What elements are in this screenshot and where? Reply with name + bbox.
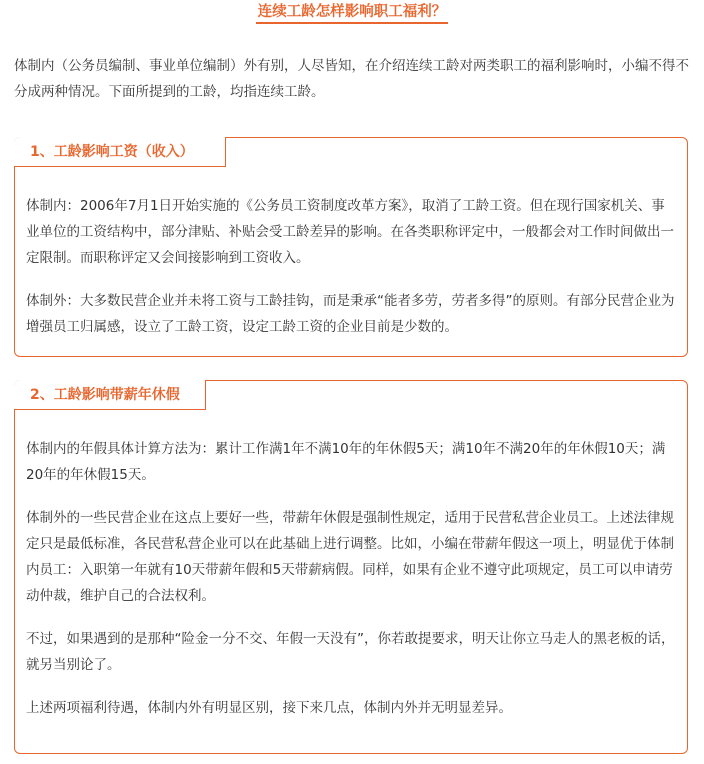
intro-paragraph: 体制内（公务员编制、事业单位编制）外有别，人尽皆知，在介绍连续工龄对两类职工的福利影响时，小编不得不分成两种情况。下面所提到的工龄，均指连续工龄。 bbox=[14, 58, 689, 100]
article-title-wrap bbox=[0, 0, 704, 24]
paragraph-inside-system: 体制内：2006年7月1日开始实施的《公务员工资制度改革方案》，取消了工龄工资。但在现行国家机关、事业单位的工资结构中，部分津贴、补贴会受工龄差异的影响。在各类职称评定中，一般都会对工作时间做出一定限制。而职称评定又会间接影响到工资收入。 bbox=[26, 198, 674, 266]
section-heading: 2、工龄影响带薪年休假 bbox=[14, 380, 206, 410]
paragraph-summary: 上述两项福利待遇，体制内外有明显区别，接下来几点，体制内外并无明显差异。 bbox=[26, 700, 512, 716]
paragraph-outside-system: 体制外的一些民营企业在这点上要好一些，带薪年休假是强制性规定，适用于民营私营企业员工。上述法律规定只是最低标准，各民营私营企业可以在此基础上进行调整。比如，小编在带薪年假这一项上，明显优于体制内员工：入职第一年就有10天带薪年假和5天带薪病假。同样，如果有企业不遵守此项规定，员工可以申请劳动仲裁，维护自己的合法权利。 bbox=[26, 510, 674, 604]
paragraph-inside-system: 体制内的年假具体计算方法为：累计工作满1年不满10年的年休假5天；满10年不满20年的年休假10天；满20年的年休假15天。 bbox=[26, 441, 666, 483]
section-annual-leave bbox=[14, 380, 688, 754]
section-body bbox=[26, 436, 678, 721]
section-salary bbox=[14, 137, 688, 357]
paragraph-exception: 不过，如果遇到的是那种“险金一分不交、年假一天没有”，你若敢提要求，明天让你立马走人的黑老板的话，就另当别论了。 bbox=[26, 631, 675, 673]
section-heading: 1、工龄影响工资（收入） bbox=[14, 137, 226, 167]
section-body bbox=[26, 193, 678, 340]
article-title: 连续工龄怎样影响职工福利？ bbox=[256, 4, 449, 24]
paragraph-outside-system: 体制外：大多数民营企业并未将工资与工龄挂钩，而是秉承“能者多劳，劳者多得”的原则。有部分民营企业为增强员工归属感，设立了工龄工资，设定工龄工资的企业目前是少数的。 bbox=[26, 293, 675, 335]
